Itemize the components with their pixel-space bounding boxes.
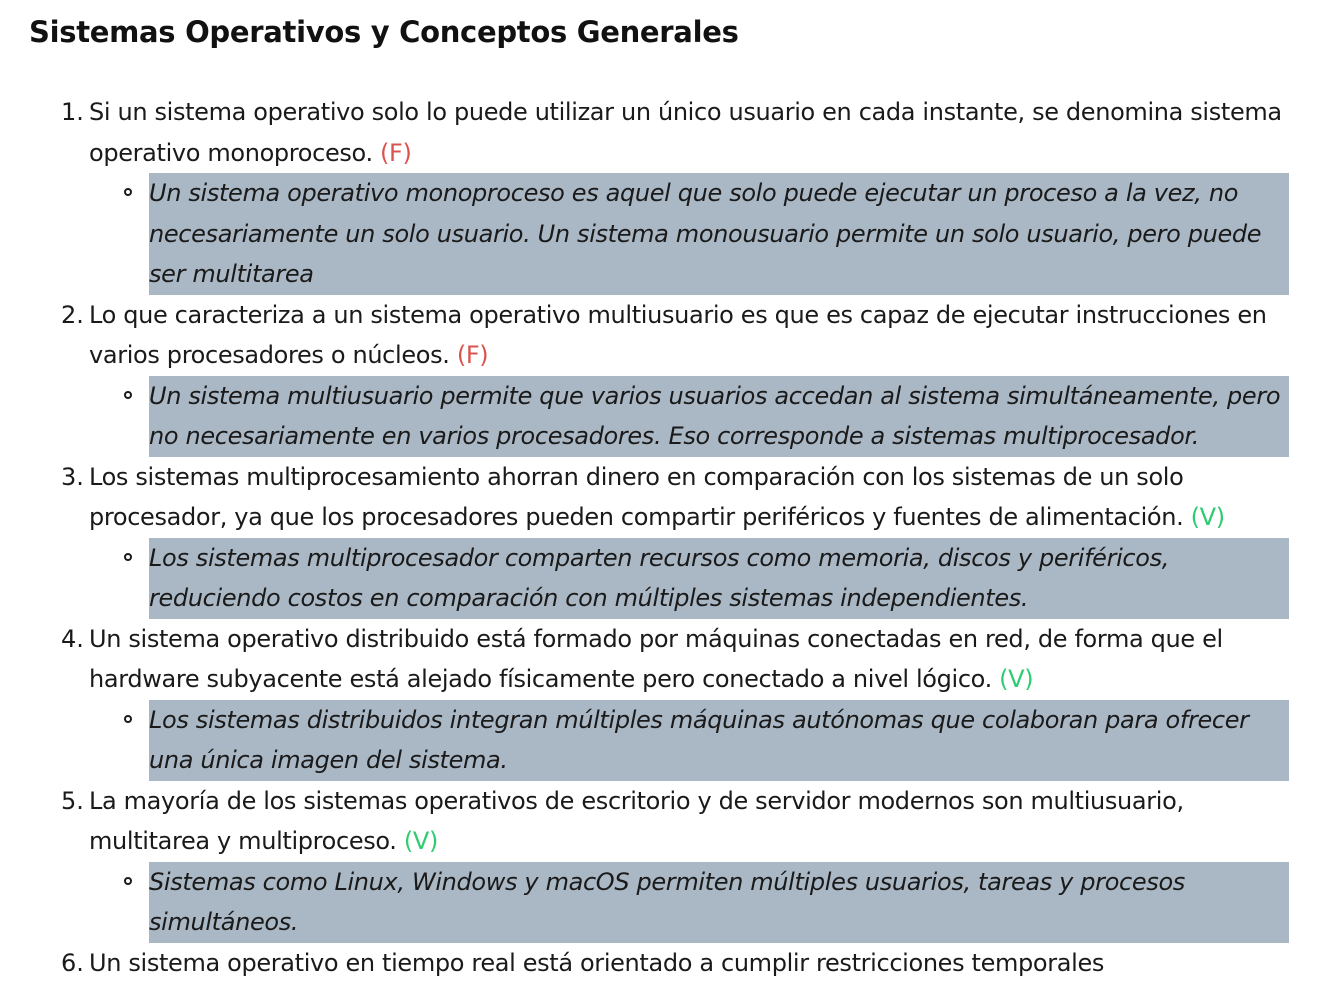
question-item xyxy=(0,781,1289,943)
question-text: Un sistema operativo en tiempo real está orientado a cumplir restricciones temporales xyxy=(89,949,1104,977)
question-text-block xyxy=(89,943,1289,983)
question-item xyxy=(0,295,1289,457)
question-text: Lo que caracteriza a un sistema operativo multiusuario es que es capaz de ejecutar instrucciones en varios procesadores o núcleos. xyxy=(89,301,1267,370)
question-item xyxy=(0,92,1289,295)
explanation-text: Sistemas como Linux, Windows y macOS permiten múltiples usuarios, tareas y procesos simultáneos. xyxy=(149,862,1289,943)
question-text: La mayoría de los sistemas operativos de escritorio y de servidor modernos son multiusuario, multitarea y multiproceso. xyxy=(89,787,1184,856)
question-text-block xyxy=(89,92,1289,173)
answer-mark: (F) xyxy=(380,139,411,167)
explanation-item xyxy=(89,376,1289,457)
answer-mark: (V) xyxy=(404,827,438,855)
answer-mark: (F) xyxy=(457,341,488,369)
question-text-block xyxy=(89,619,1289,700)
question-text: Un sistema operativo distribuido está formado por máquinas conectadas en red, de forma que el hardware subyacente está alejado físicamente pero conectado a nivel lógico. xyxy=(89,625,1223,694)
question-text: Si un sistema operativo solo lo puede utilizar un único usuario en cada instante, se denomina sistema operativo monoproceso. xyxy=(89,98,1282,167)
explanation-text: Los sistemas distribuidos integran múltiples máquinas autónomas que colaboran para ofrecer una única imagen del sistema. xyxy=(149,700,1289,781)
circle-bullet-icon xyxy=(124,391,132,399)
question-text-block xyxy=(89,295,1289,376)
explanation-text: Los sistemas multiprocesador comparten recursos como memoria, discos y periféricos, reduciendo costos en comparación con múltiples sistemas independientes. xyxy=(149,538,1289,619)
circle-bullet-icon xyxy=(124,877,132,885)
question-number: 1. xyxy=(61,92,84,133)
explanation-text: Un sistema operativo monoproceso es aquel que solo puede ejecutar un proceso a la vez, no necesariamente un solo usuario. Un sistema monousuario permite un solo usuario, pero puede ser multitarea xyxy=(149,173,1289,295)
question-number: 3. xyxy=(61,457,84,498)
answer-mark: (V) xyxy=(999,665,1033,693)
question-text-block xyxy=(89,457,1289,538)
explanation-item xyxy=(89,538,1289,619)
explanation-text: Un sistema multiusuario permite que varios usuarios accedan al sistema simultáneamente, pero no necesariamente en varios procesadores. Eso corresponde a sistemas multiprocesador. xyxy=(149,376,1289,457)
explanation-item xyxy=(89,173,1289,295)
explanation-item xyxy=(89,700,1289,781)
question-item xyxy=(0,619,1289,781)
question-number: 2. xyxy=(61,295,84,336)
explanation-item xyxy=(89,862,1289,943)
question-text: Los sistemas multiprocesamiento ahorran dinero en comparación con los sistemas de un solo procesador, ya que los procesadores pueden compartir periféricos y fuentes de alimentación. xyxy=(89,463,1183,532)
question-number: 5. xyxy=(61,781,84,822)
circle-bullet-icon xyxy=(124,553,132,561)
question-item xyxy=(0,457,1289,619)
question-number: 6. xyxy=(61,943,84,983)
answer-mark: (V) xyxy=(1191,503,1225,531)
page-title: Sistemas Operativos y Conceptos Generales xyxy=(29,12,739,52)
question-item xyxy=(0,943,1289,983)
question-list xyxy=(0,92,1320,983)
question-text-block xyxy=(89,781,1289,862)
circle-bullet-icon xyxy=(124,715,132,723)
circle-bullet-icon xyxy=(124,188,132,196)
question-number: 4. xyxy=(61,619,84,660)
